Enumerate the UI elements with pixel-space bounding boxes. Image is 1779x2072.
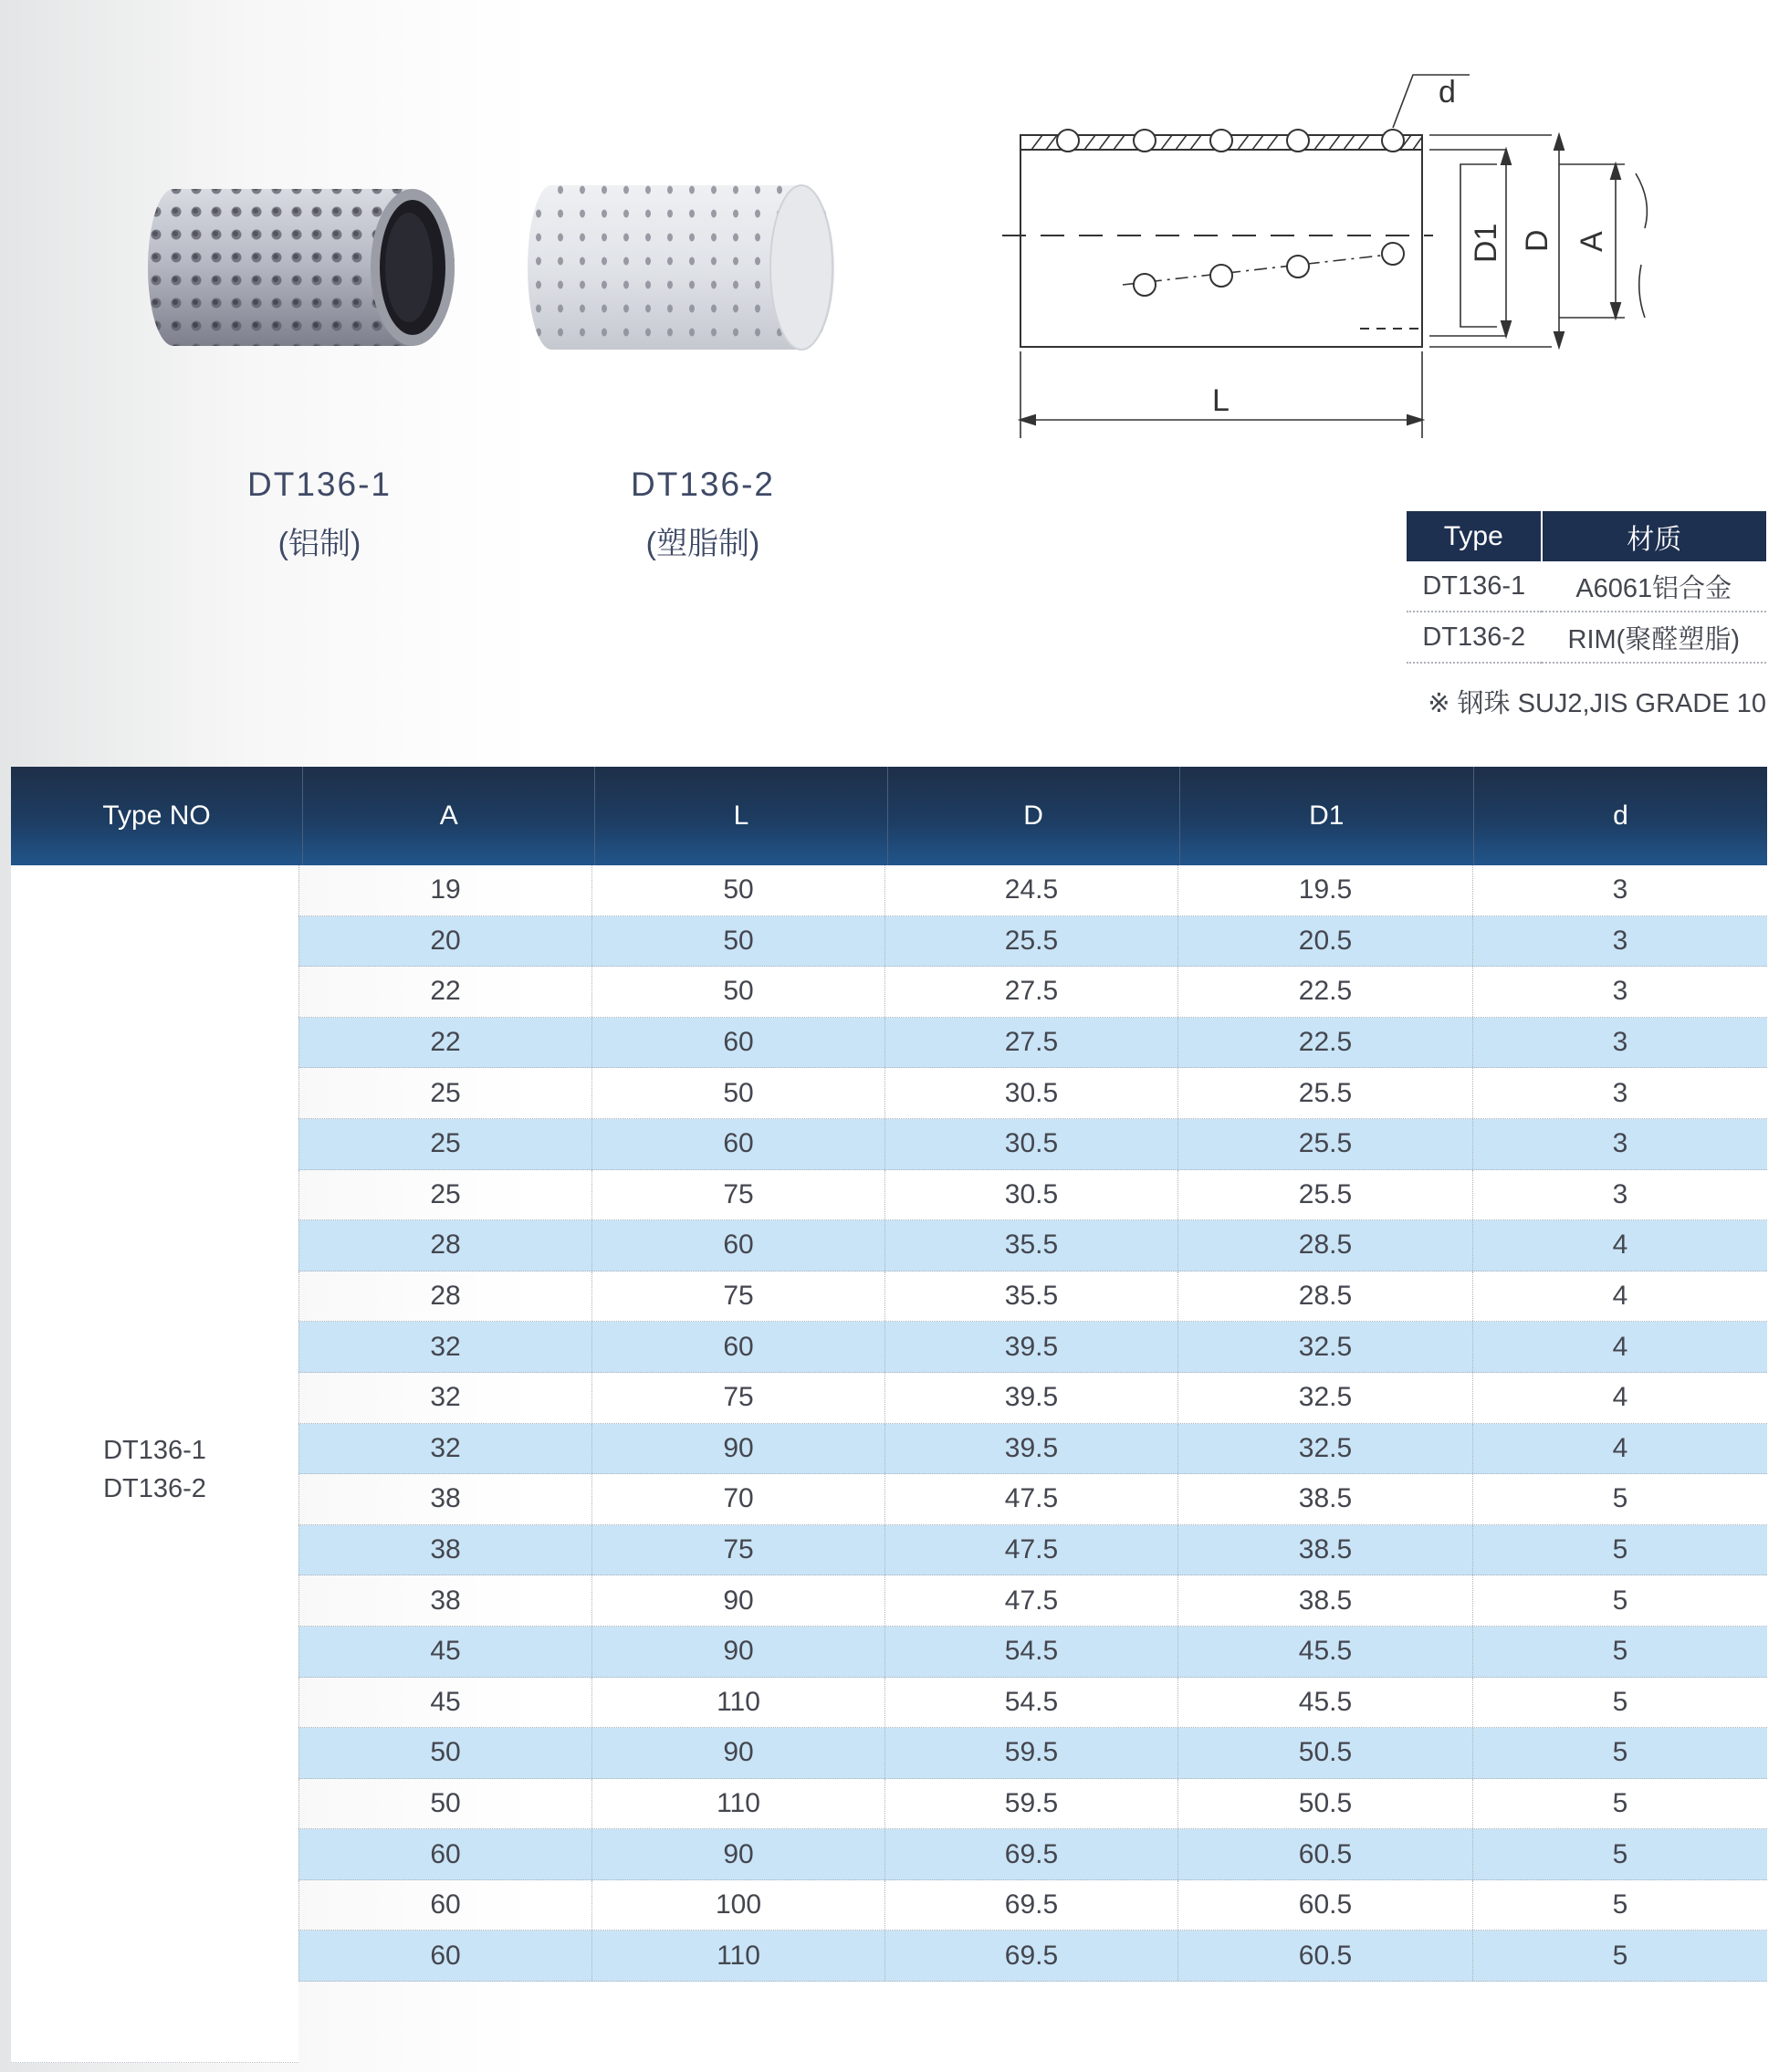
cell-D: 30.5 [884,1119,1177,1169]
cell-d: 5 [1472,1474,1767,1524]
cell-D1: 22.5 [1177,967,1472,1017]
cell-D: 27.5 [884,1018,1177,1068]
cell-D: 54.5 [884,1627,1177,1677]
header-d: d [1473,767,1767,865]
cell-A: 22 [298,967,591,1017]
cell-L: 50 [591,916,884,967]
cell-d: 3 [1472,916,1767,967]
cell-D1: 60.5 [1177,1931,1472,1981]
product-caption-1 [201,466,438,563]
cell-A: 32 [298,1322,591,1372]
table-row [298,1068,1767,1119]
cell-L: 90 [591,1829,884,1879]
header-type: Type [1407,511,1542,561]
cell-d: 4 [1472,1220,1767,1271]
cell-A: 45 [298,1678,591,1728]
product-image-plastic [528,178,838,356]
cell-d: 3 [1472,865,1767,916]
cage-body [1020,135,1422,347]
cell-L: 75 [591,1170,884,1220]
material-table-header [1407,511,1766,561]
cell-D: 25.5 [884,916,1177,967]
table-row [298,1829,1767,1880]
cell-L: 90 [591,1424,884,1474]
cell-L: 60 [591,1119,884,1169]
cell-D1: 38.5 [1177,1525,1472,1575]
cell-D: 24.5 [884,865,1177,916]
table-row [298,1322,1767,1373]
table-row [298,1119,1767,1170]
cell-D1: 38.5 [1177,1575,1472,1626]
product-material: (铝制) [277,527,361,561]
product-code: DT136-2 [631,466,775,503]
cell-d: 3 [1472,1170,1767,1220]
table-row [298,1575,1767,1627]
spec-table [11,767,1767,2063]
cell-D: 59.5 [884,1779,1177,1829]
cell-material: RIM(聚醛塑脂) [1542,612,1766,663]
header-D1: D1 [1179,767,1473,865]
cell-D: 30.5 [884,1170,1177,1220]
table-row [298,1271,1767,1323]
cell-d: 5 [1472,1931,1767,1981]
cell-d: 4 [1472,1271,1767,1322]
product-code: DT136-1 [247,466,392,503]
cell-d: 3 [1472,1119,1767,1169]
cell-L: 110 [591,1678,884,1728]
cell-D: 47.5 [884,1525,1177,1575]
spec-rows [298,865,1767,2063]
dimension-diagram [995,37,1670,443]
cell-D: 69.5 [884,1880,1177,1931]
cell-A: 25 [298,1170,591,1220]
type-line-2: DT136-2 [103,1473,206,1503]
cell-d: 3 [1472,1018,1767,1068]
cell-L: 60 [591,1322,884,1372]
type-line-1: DT136-1 [103,1435,206,1465]
type-no-cell [11,865,298,2063]
cell-D1: 45.5 [1177,1678,1472,1728]
cell-D1: 28.5 [1177,1220,1472,1271]
product-material: (塑脂制) [645,527,760,561]
cell-d: 5 [1472,1880,1767,1931]
table-row [298,1373,1767,1424]
cell-A: 32 [298,1373,591,1423]
cell-d: 5 [1472,1678,1767,1728]
table-row [298,865,1767,916]
spec-table-header [11,767,1767,865]
label-L: L [1212,383,1230,418]
cell-type: DT136-2 [1407,612,1542,663]
cell-D1: 19.5 [1177,865,1472,916]
cell-type: DT136-1 [1407,561,1542,612]
cell-d: 5 [1472,1728,1767,1778]
cell-D1: 45.5 [1177,1627,1472,1677]
cell-L: 50 [591,967,884,1017]
cell-A: 50 [298,1728,591,1778]
cell-A: 38 [298,1575,591,1626]
cell-D: 69.5 [884,1931,1177,1981]
cell-A: 32 [298,1424,591,1474]
cell-D1: 60.5 [1177,1829,1472,1879]
table-row [298,1220,1767,1271]
header-L: L [594,767,886,865]
product-image-aluminium [146,178,456,356]
cell-D: 47.5 [884,1575,1177,1626]
cell-D1: 22.5 [1177,1018,1472,1068]
cell-D: 35.5 [884,1220,1177,1271]
cell-A: 20 [298,916,591,967]
cell-A: 60 [298,1829,591,1879]
label-D: D [1520,229,1554,252]
table-row [298,1525,1767,1576]
cell-L: 50 [591,865,884,916]
cell-D1: 32.5 [1177,1424,1472,1474]
cell-L: 75 [591,1373,884,1423]
cell-D1: 50.5 [1177,1779,1472,1829]
cell-L: 90 [591,1728,884,1778]
cell-A: 25 [298,1068,591,1118]
label-D1: D1 [1469,223,1503,263]
cell-D: 59.5 [884,1728,1177,1778]
cell-A: 50 [298,1779,591,1829]
cell-A: 38 [298,1525,591,1575]
header-D: D [887,767,1179,865]
table-row [298,1880,1767,1931]
header-type-no: Type NO [102,801,211,831]
cell-A: 28 [298,1271,591,1322]
table-row [298,1170,1767,1221]
table-row [298,1474,1767,1525]
cell-D1: 60.5 [1177,1880,1472,1931]
cell-D1: 32.5 [1177,1373,1472,1423]
cell-A: 60 [298,1931,591,1981]
cell-L: 75 [591,1525,884,1575]
cell-D1: 50.5 [1177,1728,1472,1778]
cell-d: 3 [1472,967,1767,1017]
label-A: A [1575,231,1609,252]
table-row [298,967,1767,1018]
table-row [298,1678,1767,1729]
cell-D1: 38.5 [1177,1474,1472,1524]
cell-d: 5 [1472,1627,1767,1677]
table-row [298,916,1767,968]
table-row [298,1018,1767,1069]
material-table [1407,511,1766,664]
cell-A: 45 [298,1627,591,1677]
cell-D1: 25.5 [1177,1068,1472,1118]
table-row [298,1424,1767,1475]
cell-d: 5 [1472,1525,1767,1575]
cell-D: 69.5 [884,1829,1177,1879]
cell-L: 70 [591,1474,884,1524]
top-balls [1057,130,1404,152]
table-row [1407,561,1766,612]
product-caption-2 [584,466,821,563]
cell-L: 100 [591,1880,884,1931]
cell-d: 5 [1472,1575,1767,1626]
cell-D1: 25.5 [1177,1119,1472,1169]
cell-D1: 32.5 [1177,1322,1472,1372]
cell-D1: 25.5 [1177,1170,1472,1220]
cell-A: 28 [298,1220,591,1271]
ball-material-note: ※ 钢珠 SUJ2,JIS GRADE 10 [1428,689,1766,718]
cell-material: A6061铝合金 [1542,561,1766,612]
cell-D: 39.5 [884,1322,1177,1372]
table-row [298,1779,1767,1830]
cell-D: 35.5 [884,1271,1177,1322]
cell-A: 60 [298,1880,591,1931]
cell-L: 75 [591,1271,884,1322]
inner-balls [1134,243,1404,296]
cell-A: 38 [298,1474,591,1524]
table-row [298,1728,1767,1779]
cell-L: 50 [591,1068,884,1118]
cell-A: 22 [298,1018,591,1068]
cell-L: 110 [591,1779,884,1829]
cell-d: 4 [1472,1424,1767,1474]
cell-D: 30.5 [884,1068,1177,1118]
cell-d: 3 [1472,1068,1767,1118]
cell-D: 27.5 [884,967,1177,1017]
cell-d: 5 [1472,1829,1767,1879]
cell-L: 90 [591,1575,884,1626]
table-row [298,1931,1767,1982]
header-A: A [302,767,594,865]
cell-d: 4 [1472,1373,1767,1423]
cell-D1: 28.5 [1177,1271,1472,1322]
cell-L: 110 [591,1931,884,1981]
cell-L: 60 [591,1220,884,1271]
cell-L: 60 [591,1018,884,1068]
table-row [1407,612,1766,663]
cell-d: 4 [1472,1322,1767,1372]
cell-D: 47.5 [884,1474,1177,1524]
cell-A: 19 [298,865,591,916]
cell-D: 39.5 [884,1424,1177,1474]
cell-D1: 20.5 [1177,916,1472,967]
cell-A: 25 [298,1119,591,1169]
label-d: d [1439,75,1456,110]
cell-d: 5 [1472,1779,1767,1829]
header-material: 材质 [1542,511,1766,561]
cell-D: 39.5 [884,1373,1177,1423]
cell-D: 54.5 [884,1678,1177,1728]
table-row [298,1627,1767,1678]
cell-L: 90 [591,1627,884,1677]
